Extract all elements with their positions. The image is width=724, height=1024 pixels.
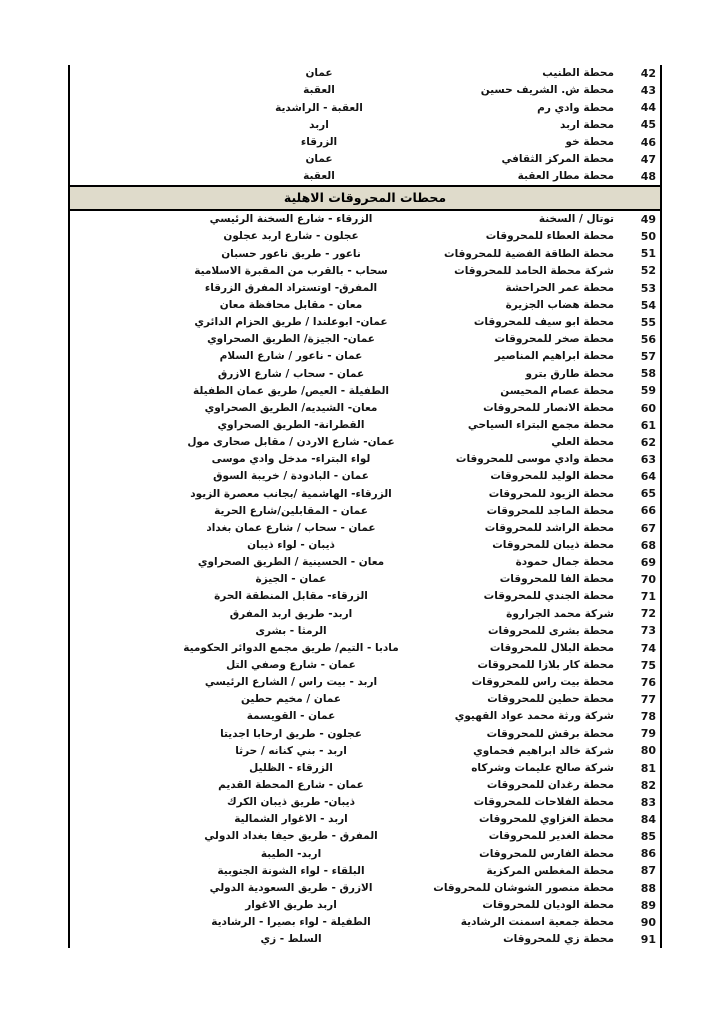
table-row [70,537,660,554]
table-row [70,622,660,639]
row-number: 54 [640,298,656,312]
table-row [70,65,660,82]
station-location: الطفيلة - لواء بصيرا - الرشادية [211,916,371,929]
station-name: محطة برقش للمحروقات [486,727,614,740]
station-location: معان - الحسينية / الطريق الصحراوي [197,556,385,569]
station-location: عمان [305,67,333,80]
station-name: محطة الطاقة الفضية للمحروقات [444,247,614,260]
row-number: 66 [640,504,656,518]
row-number: 48 [640,169,656,183]
station-location: ناعور - طريق ناعور حسبان [221,247,361,260]
row-number: 85 [640,830,656,844]
station-name: محطة الطنيب [542,67,614,80]
station-location: العقبة [303,84,335,97]
station-location: عمان - الجيزة [255,573,327,586]
station-location: عجلون - طريق ارحابا اجديتا [220,727,362,740]
row-number: 57 [640,350,656,364]
station-location: الطفيلة - العيص/ طريق عمان الطفيلة [192,384,390,397]
row-number: 61 [640,418,656,432]
table-row [70,657,660,674]
table-row [70,451,660,468]
station-location: ذيبان - لواء ذيبان [247,538,335,551]
station-name: محطة حطين للمحروقات [487,693,614,706]
table-row [70,365,660,382]
table-row [70,168,660,185]
row-number: 47 [640,152,656,166]
station-name: محطة الفلاحات للمحروقات [473,796,614,809]
station-name: محطة ابراهيم المناصير [494,350,614,363]
station-name: محطة صخر للمحروقات [494,333,614,346]
station-name: محطة الانصار للمحروقات [483,401,614,414]
table-row [70,571,660,588]
table-row [70,417,660,434]
table-row [70,82,660,99]
station-location: عمان - البادودة / خريبة السوق [213,470,369,483]
station-name: محطة مطار العقبة [517,170,614,183]
row-number: 75 [640,658,656,672]
table-row [70,879,660,896]
station-location: عجلون - شارع اربد عجلون [223,230,359,243]
station-location: عمان - المقابلين/شارع الحرية [214,504,368,517]
table-row [70,151,660,168]
station-name: محطة الوليد للمحروقات [490,470,614,483]
row-number: 78 [640,710,656,724]
station-name: شركة خالد ابراهيم فحماوي [473,744,614,757]
row-number: 46 [640,135,656,149]
station-name: محطة منصور الشوشان للمحروقات [433,881,614,894]
table-row [70,502,660,519]
station-location: القطرانة- الطريق الصحراوي [217,418,365,431]
station-name: محطة الراشد للمحروقات [484,521,614,534]
table-row [70,914,660,931]
station-name: محطة الوديان للمحروقات [482,898,614,911]
table-row [70,691,660,708]
row-number: 69 [640,555,656,569]
station-name: شركة ورثة محمد عواد القهيوي [454,710,614,723]
station-name: محطة رغدان للمحروقات [486,778,614,791]
station-name: محطة الغدير للمحروقات [488,830,614,843]
row-number: 50 [640,230,656,244]
station-location: عمان- شارع الاردن / مقابل صحارى مول [187,436,395,449]
station-name: محطة جمعية اسمنت الرشادية [460,916,614,929]
table-row [70,314,660,331]
station-name: توتال / السخنة [538,213,614,226]
row-number: 88 [640,881,656,895]
row-number: 60 [640,401,656,415]
row-number: 71 [640,590,656,604]
station-location: السلط - زي [260,933,322,946]
station-name: محطة بيت راس للمحروقات [471,676,614,689]
station-name: محطة زي للمحروقات [503,933,614,946]
row-number: 77 [640,692,656,706]
station-name: محطة المغطس المركزية [486,864,614,877]
station-name: محطة عمر الحراحشة [505,281,614,294]
station-location: العقبة - الراشدية [275,101,363,114]
row-number: 56 [640,333,656,347]
station-location: لواء البتراء- مدخل وادي موسى [211,453,371,466]
row-number: 84 [640,812,656,826]
station-location: الزرقاء - شارع السخنة الرئيسي [209,213,373,226]
station-location: اربد [309,118,329,131]
station-location: عمان - شارع وصفي التل [226,658,356,671]
station-location: الزرقاء [300,135,338,148]
station-location: عمان / مخيم حطين [240,693,342,706]
row-number: 81 [640,761,656,775]
table-row [70,759,660,776]
station-location: البلقاء - لواء الشونة الجنوبية [217,864,365,877]
station-name: محطة هضاب الجزيرة [505,299,614,311]
row-number: 89 [640,898,656,912]
station-location: عمان- ابوعلندا / طريق الحزام الدائري [194,316,388,329]
station-location: الرمثا - بشرى [255,624,327,637]
station-name: محطة المركز الثقافي [501,153,614,166]
table-row [70,348,660,365]
row-number: 83 [640,795,656,809]
row-number: 68 [640,538,656,552]
table-row [70,828,660,845]
stations-section-private-fuels [70,211,660,948]
station-name: محطة الماجد للمحروقات [486,504,614,517]
station-location: اربد - بني كنانه / حرثا [235,744,347,757]
station-location: عمان [305,153,333,166]
station-name: محطة عصام المحيسن [500,384,614,397]
row-number: 76 [640,675,656,689]
row-number: 59 [640,384,656,398]
table-row [70,605,660,622]
station-location: مادبا - التيم/ طريق مجمع الدوائر الحكومية [183,641,399,654]
station-location: عمان - سحاب / شارع عمان بغداد [206,521,376,534]
table-row [70,777,660,794]
table-row [70,245,660,262]
station-name: محطة العطاء للمحروقات [485,230,614,243]
row-number: 70 [640,573,656,586]
station-location: اربد- الطيبة [260,847,322,860]
table-row [70,382,660,399]
table-row [70,862,660,879]
table-row [70,554,660,571]
station-name: محطة كار بلازا للمحروقات [477,658,614,671]
table-row [70,468,660,485]
station-name: محطة ذيبان للمحروقات [492,538,614,551]
table-row [70,211,660,228]
station-name: محطة الغزاوي للمحروقات [479,813,614,826]
row-number: 42 [640,67,656,81]
table-row [70,400,660,417]
station-name: محطة جمال حمودة [515,556,614,569]
station-name: محطة خو [565,135,614,148]
row-number: 62 [640,435,656,449]
row-number: 49 [640,213,656,227]
table-row [70,280,660,297]
station-location: الازرق - طريق السعودية الدولي [209,881,373,894]
row-number: 87 [640,864,656,878]
station-name: محطة العلي [551,436,614,449]
row-number: 43 [640,84,656,98]
row-number: 63 [640,453,656,467]
table-row [70,99,660,116]
table-row [70,520,660,537]
station-location: عمان- الجيزة/ الطريق الصحراوي [207,333,375,346]
table-row [70,794,660,811]
station-location: معان - مقابل محافظة معان [219,299,363,311]
table-row [70,708,660,725]
station-name: محطة وادي موسى للمحروقات [455,453,614,466]
station-location: عمان - سحاب / شارع الازرق [217,367,365,380]
station-name: محطة الفارس للمحروقات [479,847,614,860]
table-row [70,297,660,314]
row-number: 72 [640,607,656,621]
row-number: 53 [640,281,656,295]
row-number: 91 [640,932,656,946]
table-row [70,331,660,348]
table-row [70,897,660,914]
table-row [70,116,660,133]
station-name: محطة الفا للمحروقات [499,573,614,586]
row-number: 65 [640,487,656,501]
station-name: شركة محطة الحامد للمحروقات [454,264,614,277]
table-row [70,134,660,151]
row-number: 52 [640,264,656,278]
table-row [70,485,660,502]
row-number: 64 [640,470,656,484]
table-row [70,742,660,759]
station-location: اربد - الاغوار الشمالية [234,813,348,826]
station-location: سحاب - بالقرب من المقبرة الاسلامية [194,264,388,277]
row-number: 74 [640,641,656,655]
station-name: شركة صالح عليمات وشركاه [471,761,614,774]
row-number: 73 [640,624,656,638]
station-location: العقبة [303,170,335,183]
table-row [70,228,660,245]
station-location: معان- الشيديه/ الطريق الصحراوي [204,401,378,414]
row-number: 55 [640,315,656,329]
row-number: 58 [640,367,656,381]
station-location: المفرق- اوتستراد المفرق الزرقاء [204,281,378,294]
section-header-label: محطات المحروقات الاهلية [283,190,447,206]
row-number: 51 [640,247,656,261]
station-name: محطة الجندي للمحروقات [483,590,614,603]
station-location: الزرقاء - الظليل [249,761,333,774]
station-location: المفرق - طريق حيفا بغداد الدولي [204,830,378,843]
station-location: الزرقاء- الهاشمية /بجانب معصرة الزيود [190,487,392,500]
station-name: شركة محمد الجراروة [506,607,614,620]
fuel-stations-table [68,65,662,948]
station-name: محطة ش. الشريف حسين [480,84,614,97]
table-row [70,674,660,691]
table-row [70,434,660,451]
station-name: محطة البلال للمحروقات [489,641,614,654]
row-number: 80 [640,744,656,758]
station-name: محطة وادي رم [537,101,614,114]
station-name: محطة مجمع البتراء السياحي [467,418,614,431]
row-number: 79 [640,727,656,741]
row-number: 90 [640,915,656,929]
station-name: محطة طارق بترو [525,367,614,380]
stations-section-top [70,65,660,185]
station-location: اربد طريق الاغوار [245,898,337,911]
station-location: عمان - ناعور / شارع السلام [219,350,363,363]
station-location: عمان - القويسمة [246,710,336,723]
table-row [70,588,660,605]
row-number: 45 [640,118,656,132]
station-location: عمان - شارع المحطة القديم [218,778,364,791]
station-name: محطة ابو سيف للمحروقات [473,316,614,329]
row-number: 67 [640,521,656,535]
table-row [70,931,660,948]
table-row [70,845,660,862]
section-header-band [70,185,660,211]
station-location: اربد- طريق اربد المفرق [229,607,353,620]
station-name: محطة اربد [560,118,614,131]
row-number: 86 [640,847,656,861]
table-row [70,640,660,657]
table-row [70,725,660,742]
station-name: محطة بشرى للمحروقات [487,624,614,637]
row-number: 44 [640,101,656,115]
station-name: محطة الزيود للمحروقات [488,487,614,500]
table-row [70,811,660,828]
row-number: 82 [640,778,656,792]
table-row [70,262,660,279]
station-location: اربد - بيت راس / الشارع الرئيسي [204,676,378,689]
station-location: ذيبان- طريق ذيبان الكرك [227,796,355,809]
station-location: الزرقاء- مقابل المنطقة الحرة [214,590,368,603]
